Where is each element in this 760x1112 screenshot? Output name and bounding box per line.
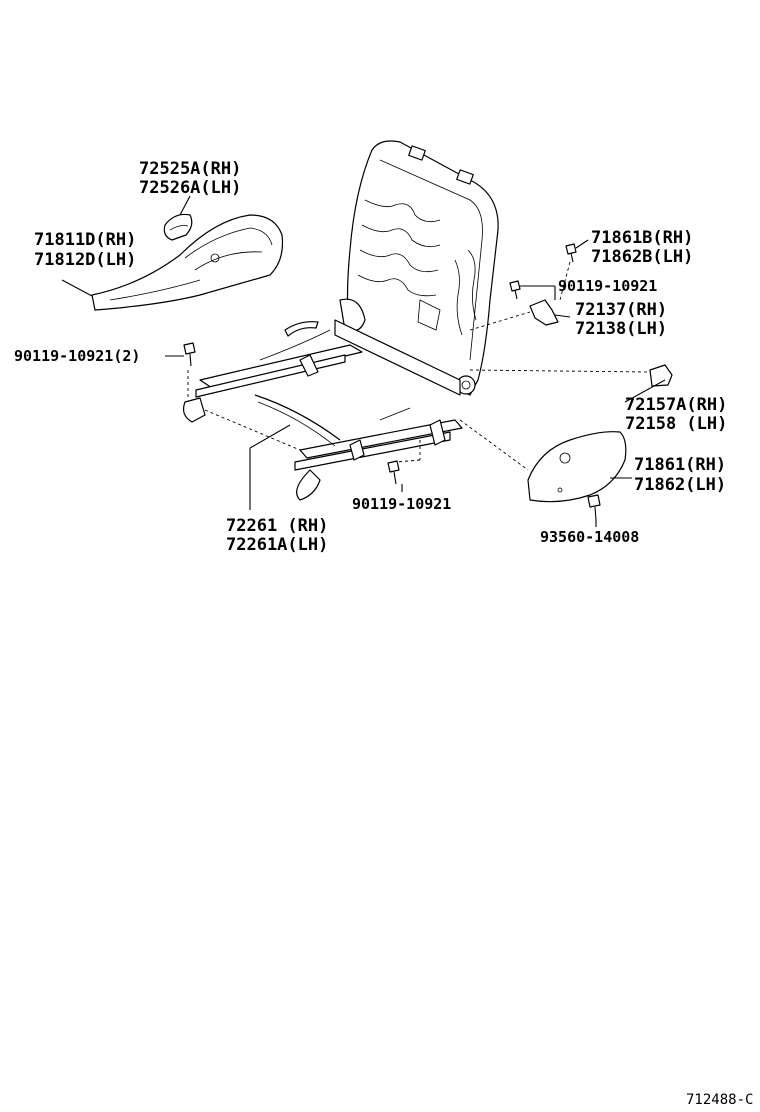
label-72261a: 72261A(LH) [226,535,329,555]
label-72138: 72138(LH) [575,319,668,339]
label-72137: 72137(RH) [575,300,668,320]
label-71811d: 71811D(RH) [34,230,137,250]
label-72526a: 72526A(LH) [139,178,242,198]
label-71812d: 71812D(LH) [34,250,137,270]
label-72261: 72261 (RH) [226,516,329,536]
label-90119-10921-upper: 90119-10921 [558,277,658,295]
label-90119-10921-2: 90119-10921(2) [14,347,141,365]
label-72525a: 72525A(RH) [139,159,242,179]
cap-part [650,365,672,386]
bolt-icon [510,281,520,299]
label-72157a: 72157A(RH) [625,395,728,415]
label-71861: 71861(RH) [634,455,727,475]
bolt-icon [566,244,576,262]
recliner-cover-part [528,432,626,502]
bolt-icon [184,343,195,366]
label-71862: 71862(LH) [634,475,727,495]
bolt-icon [588,495,600,520]
label-71862b: 71862B(LH) [591,247,694,267]
bracket-part [530,300,558,325]
label-90119-10921-lower: 90119-10921 [352,495,452,513]
bolt-icon [388,461,399,484]
figure-code: 712488-C [686,1092,754,1108]
label-71861b: 71861B(RH) [591,228,694,248]
label-72158: 72158 (LH) [625,414,728,434]
knob-part [164,214,191,240]
label-93560-14008: 93560-14008 [540,528,640,546]
seat-back-frame [335,141,498,395]
